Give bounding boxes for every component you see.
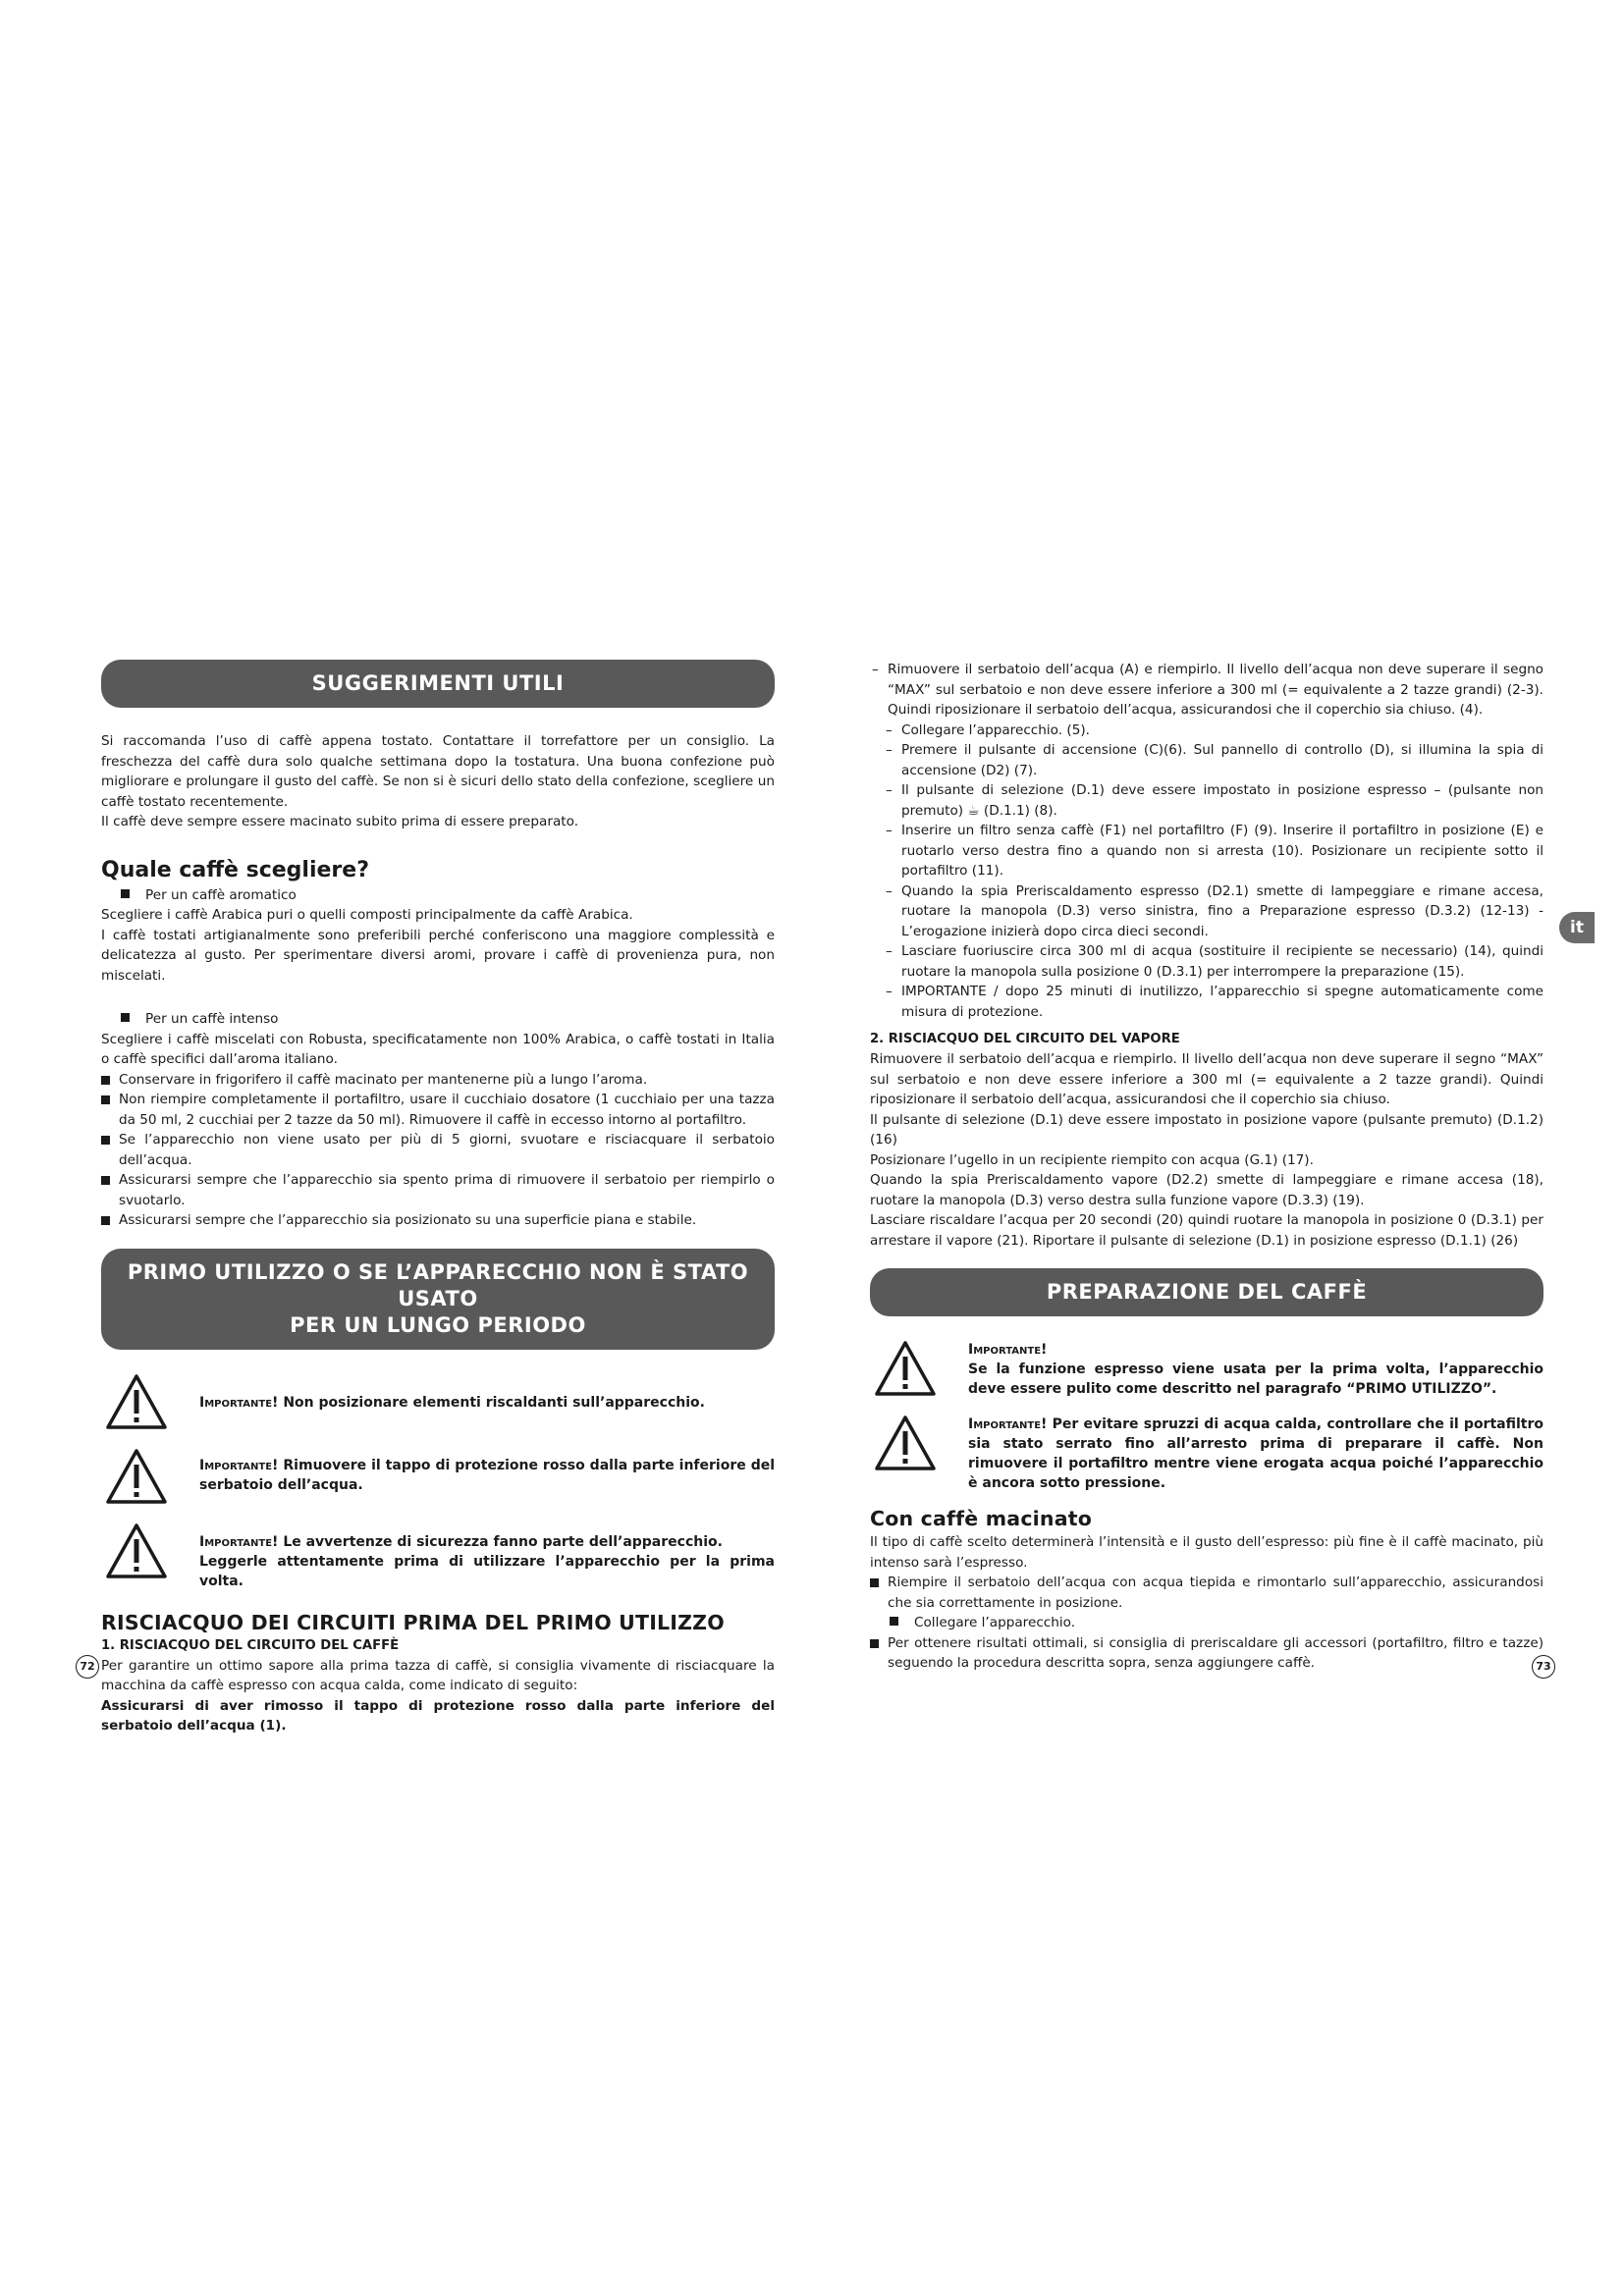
warning-3: Importante! Le avvertenze di sicurezza fanno parte dell’apparecchio. Leggerle attentamente prima di utilizzare l’apparecchio per la prima volta. [101,1522,775,1591]
banner-preparazione: PREPARAZIONE DEL CAFFÈ [870,1268,1543,1316]
warning-4: Importante! Se la funzione espresso viene usata per la prima volta, l’apparecchio deve essere pulito come descritto nel paragrafo “PRIMO UTILIZZO”. [870,1340,1543,1403]
heading-quale-caffe: Quale caffè scegliere? [101,857,369,882]
left-column [101,660,775,1736]
vapore-text-3: Posizionare l’ugello in un recipiente riempito con acqua (G.1) (17). [870,1151,1314,1168]
macinato-text: Il tipo di caffè scelto determinerà l’intensità e il gusto dell’espresso: più fine è il caffè macinato, più intenso sarà l’espresso. [870,1534,1543,1571]
vapore-text-2: Il pulsante di selezione (D.1) deve essere impostato in posizione vapore (pulsante premuto) (D.1.2) (16) [870,1111,1543,1148]
step-item: – Collegare l’apparecchio. (5). [886,721,1090,738]
step-item: – Quando la spia Preriscaldamento espresso (D2.1) smette di lampeggiare e rimane accesa, ruotare la manopola (D.3) verso sinistra, fino a Preparazione espresso (D.3.2) (12-13) - L’erogazione inizierà dopo circa dieci secondi. [886,882,1543,939]
aromatico-text-1: Scegliere i caffè Arabica puri o quelli composti principalmente da caffè Arabica. [101,907,633,923]
subheading-circuito-caffe: 1. RISCIACQUO DEL CIRCUITO DEL CAFFÈ [101,1637,400,1653]
macinato-bullet: Collegare l’apparecchio. [870,1613,1543,1633]
circuito-caffe-bold: Assicurarsi di aver rimosso il tappo di protezione rosso dalla parte inferiore del serbatoio dell’acqua (1). [101,1697,775,1734]
warning-icon [874,1415,937,1471]
warning-5: Importante! Per evitare spruzzi di acqua calda, controllare che il portafiltro sia stato serrato fino all’arresto prima di preparare il caffè. Non rimuovere il portafiltro mentre viene erogata acqua poiché l’apparecchio è ancora sotto pressione. [870,1415,1543,1493]
banner-primo-utilizzo: PRIMO UTILIZZO O SE L’APPARECCHIO NON È STATO USATO PER UN LUNGO PERIODO [101,1249,775,1350]
warning-icon [874,1340,937,1397]
vapore-text-5: Lasciare riscaldare l’acqua per 20 secondi (20) quindi ruotare la manopola in posizione 0 (D.3.1) per arrestare il vapore (21). Riportare il pulsante di selezione (D.1) in posizione espresso (D.1.1) (26) [870,1212,1543,1249]
page-number-right: 73 [1532,1655,1555,1679]
step-item: – IMPORTANTE / dopo 25 minuti di inutilizzo, l’apparecchio si spegne automaticamente come misura di protezione. [886,984,1543,1020]
tip-item: Non riempire completamente il portafiltro, usare il cucchiaio dosatore (1 cucchiaio per una tazza da 50 ml, 2 cucchiai per 2 tazze da 50 ml). Rimuovere il caffè in eccesso intorno al portafiltro. [101,1090,775,1130]
right-column [870,660,1543,1674]
intenso-label: Per un caffè intenso [101,1009,775,1030]
warning-icon [105,1448,168,1505]
page-number-left: 72 [76,1655,99,1679]
step-item: – Premere il pulsante di accensione (C)(6). Sul pannello di controllo (D), si illumina la spia di accensione (D2) (7). [886,742,1543,778]
tip-item: Conservare in frigorifero il caffè macinato per mantenerne più a lungo l’aroma. [101,1070,775,1091]
warning-2: Importante! Rimuovere il tappo di protezione rosso dalla parte inferiore del serbatoio dell’acqua. [101,1448,775,1511]
heading-caffe-macinato: Con caffè macinato [870,1507,1093,1530]
macinato-bullet: Per ottenere risultati ottimali, si consiglia di preriscaldare gli accessori (portafiltro, filtro e tazze) seguendo la procedura descritta sopra, senza aggiungere caffè. [870,1633,1543,1674]
aromatico-label: Per un caffè aromatico [101,885,775,906]
step-item: – Rimuovere il serbatoio dell’acqua (A) e riempirlo. Il livello dell’acqua non deve superare il segno “MAX” sul serbatoio e non deve essere inferiore a 300 ml (= equivalente a 2 tazze grandi) (2-3). Quindi riposizionare il serbatoio dell’acqua, assicurandosi che il coperchio sia chiuso. (4). [872,662,1543,718]
intro-paragraph-2: Il caffè deve sempre essere macinato subito prima di essere preparato. [101,814,579,829]
tip-item: Assicurarsi sempre che l’apparecchio sia spento prima di rimuovere il serbatoio per riempirlo o svuotarlo. [101,1170,775,1210]
intro-paragraph: Si raccomanda l’uso di caffè appena tostato. Contattare il torrefattore per un consiglio. La freschezza del caffè dura solo qualche settimana dopo la tostatura. Una buona confezione può migliorare e prolungare il gusto del caffè. Se non si è sicuri dello stato della confezione, scegliere un caffè tostato recentemente. [101,733,775,810]
intenso-text: Scegliere i caffè miscelati con Robusta, specificatamente non 100% Arabica, o caffè tostati in Italia o caffè specifici dall’aroma italiano. [101,1031,775,1067]
heading-risciacquo: RISCIACQUO DEI CIRCUITI PRIMA DEL PRIMO UTILIZZO [101,1610,725,1634]
warning-1: Importante! Non posizionare elementi riscaldanti sull’apparecchio. [101,1373,775,1436]
banner-suggerimenti: SUGGERIMENTI UTILI [101,660,775,708]
step-item: – Lasciare fuoriuscire circa 300 ml di acqua (sostituire il recipiente se necessario) (14), quindi ruotare la manopola sulla posizione 0 (D.3.1) per interrompere la preparazione (15). [886,943,1543,980]
macinato-bullet: Riempire il serbatoio dell’acqua con acqua tiepida e rimontarlo sull’apparecchio, assicurandosi che sia correttamente in posizione. [870,1573,1543,1613]
vapore-text-1: Rimuovere il serbatoio dell’acqua e riempirlo. Il livello dell’acqua non deve superare il segno “MAX” sul serbatoio e non deve essere inferiore a 300 ml (= equivalente a 2 tazze grandi). Quindi riposizionare il serbatoio dell’acqua, assicurandosi che il coperchio sia chiuso. [870,1051,1543,1107]
warning-icon [105,1522,168,1579]
step-item: – Il pulsante di selezione (D.1) deve essere impostato in posizione espresso – (pulsante non premuto) ☕ (D.1.1) (8). [886,782,1543,819]
warning-icon [105,1373,168,1430]
step-item: – Inserire un filtro senza caffè (F1) nel portafiltro (F) (9). Inserire il portafiltro in posizione (E) e ruotarlo verso destra fino a quando non si arresta (10). Posizionare un recipiente sotto il portafiltro (11). [886,823,1543,879]
tip-item: Se l’apparecchio non viene usato per più di 5 giorni, svuotare e risciacquare il serbatoio dell’acqua. [101,1130,775,1170]
tip-item: Assicurarsi sempre che l’apparecchio sia posizionato su una superficie piana e stabile. [101,1210,775,1231]
aromatico-text-2: I caffè tostati artigianalmente sono preferibili perché conferiscono una maggiore complessità e delicatezza al gusto. Per sperimentare diversi aromi, provare i caffè di provenienza pura, non miscelati. [101,927,775,984]
circuito-caffe-text: Per garantire un ottimo sapore alla prima tazza di caffè, si consiglia vivamente di risciacquare la macchina da caffè espresso con acqua calda, come indicato di seguito: [101,1657,775,1693]
subheading-circuito-vapore: 2. RISCIACQUO DEL CIRCUITO DEL VAPORE [870,1032,1180,1046]
language-tab: it [1559,912,1595,943]
vapore-text-4: Quando la spia Preriscaldamento vapore (D2.2) smette di lampeggiare e rimane accesa (18), ruotare la manopola (D.3) verso destra sulla funzione vapore (D.3.3) (19). [870,1172,1543,1208]
